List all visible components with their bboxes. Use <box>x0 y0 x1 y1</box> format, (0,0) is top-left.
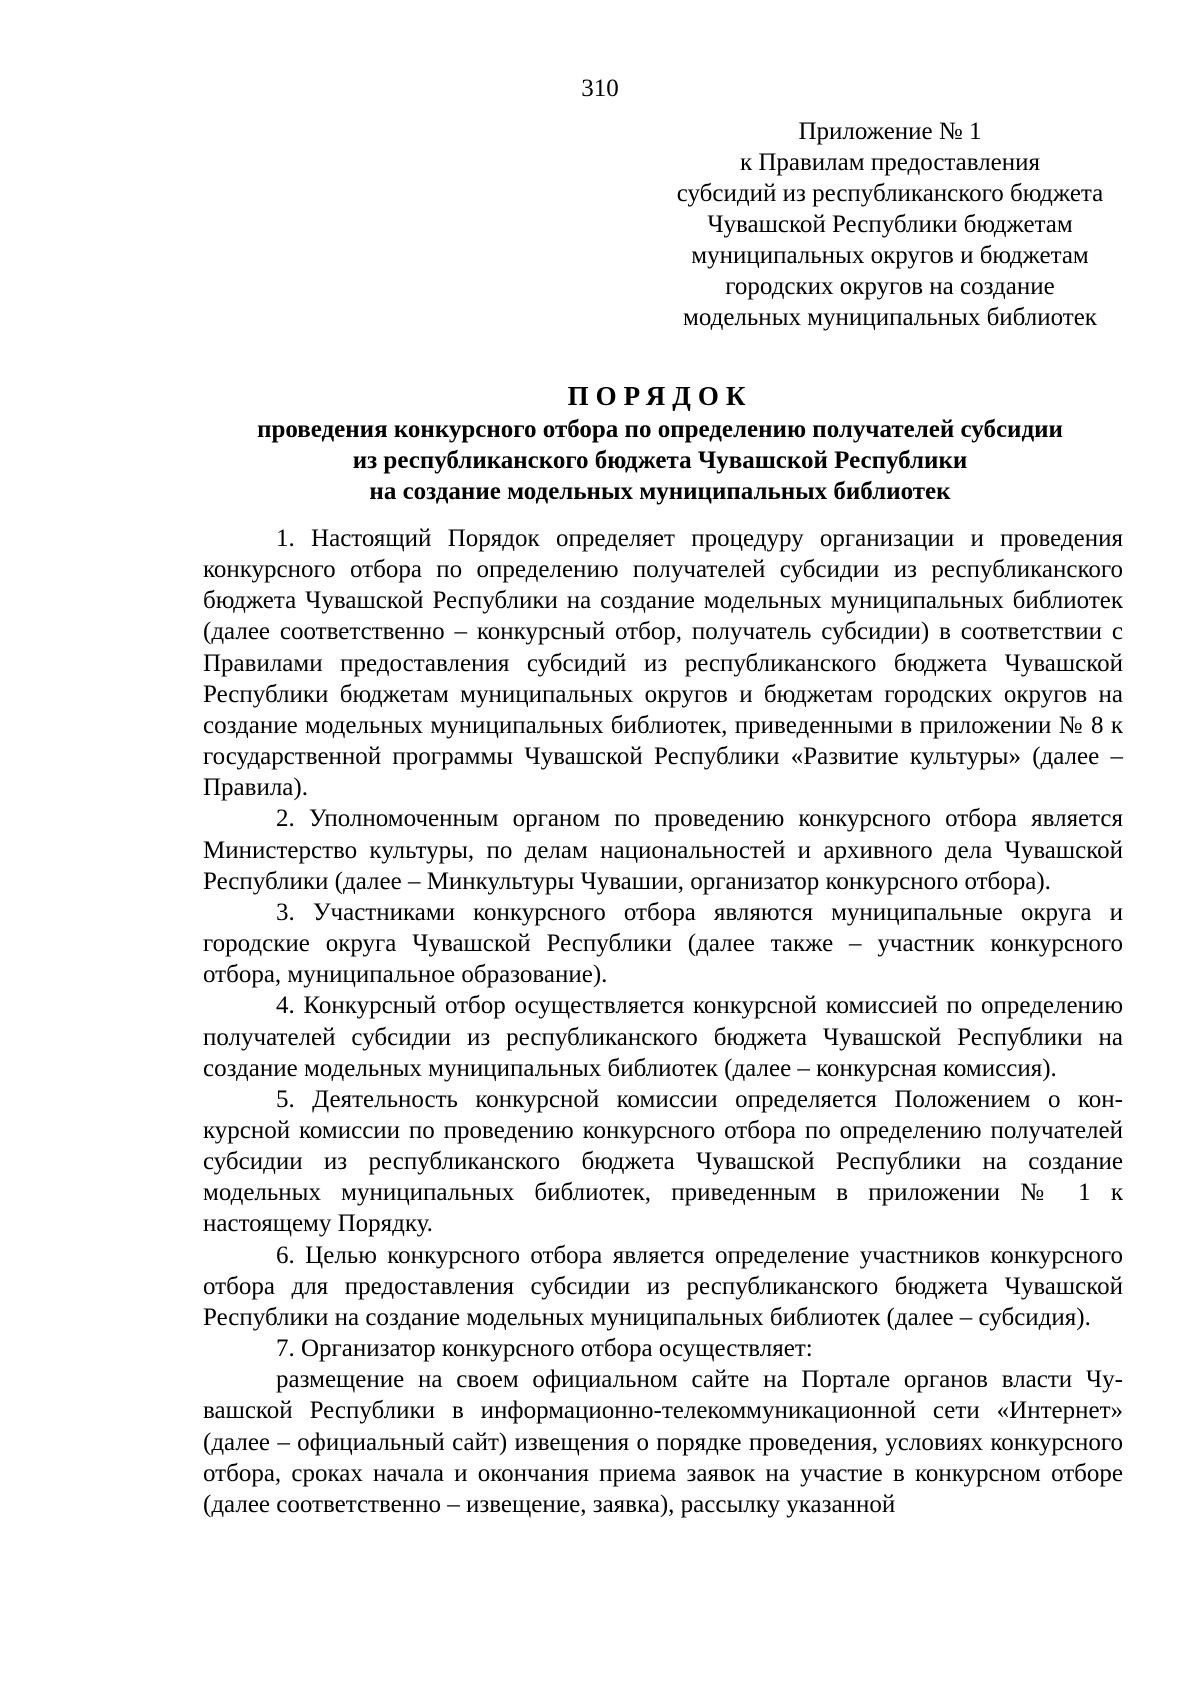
appendix-line: городских округов на создание <box>725 273 1055 300</box>
paragraph-4: 4. Конкурсный отбор осуществляется конкурсной комиссией по определению получателей субсидии из республиканского бюджета Чувашской Республики на создание модельных муниципальных библиотек (далее – конкурсная комиссия). <box>203 992 1123 1082</box>
appendix-line: муниципальных округов и бюджетам <box>691 242 1089 269</box>
document-subtitle <box>200 414 1120 507</box>
paragraph-6: 6. Целью конкурсного отбора является определение участников конкурсного отбора для предоставления субсидии из республиканского бюджета Чувашской Республики на создание модельных муниципальных библиотек (далее – субсидия). <box>203 1241 1123 1331</box>
appendix-line: субсидий из республиканского бюджета <box>676 180 1104 207</box>
paragraph-5: 5. Деятельность конкурсной комиссии определяется Положением о конкурсной комиссии по проведению конкурсного отбора по определению получателей субсидии из республиканского бюджета Чувашской Республики на создание модельных муниципальных библиотек, приведенным в приложении № 1 к настоящему Порядку. <box>203 1085 1123 1238</box>
paragraph-1: 1. Настоящий Порядок определяет процедуру организации и проведения конкурсного отбора по определению получателей субсидии из республиканского бюджета Чувашской Республики на создание модельных муниципальных библиотек (далее соответственно – конкурсный отбор, получатель субсидии) в соответствии с Правилами предоставления субсидий из республиканского бюджета Чувашской Республики бюджетам муниципальных округов и бюджетам городских округов на создание модельных муниципальных библиотек, приведенными в приложении № 8 к государственной программы Чувашской Республики «Развитие культуры» (далее – Правила). <box>203 525 1123 802</box>
document-body <box>203 523 1123 1520</box>
paragraph-2: 2. Уполномоченным органом по проведению конкурсного отбора является Министерство культуры, по делам национальностей и архивного дела Чувашской Республики (далее – Минкультуры Чувашии, организатор конкурсного отбора). <box>203 805 1123 895</box>
appendix-line: модельных муниципальных библиотек <box>683 304 1097 331</box>
appendix-line: Приложение № 1 <box>798 118 982 145</box>
page-number: 310 <box>581 75 619 102</box>
appendix-line: Чувашской Республики бюджетам <box>707 211 1073 238</box>
paragraph-3: 3. Участниками конкурсного отбора являются муниципальные округа и городские округа Чувашской Республики (далее также – участник конкурсного отбора, муниципальное образование). <box>203 898 1123 989</box>
appendix-line: к Правилам предоставления <box>739 149 1041 176</box>
document-title-block <box>200 380 1120 507</box>
paragraph-7: 7. Организатор конкурсного отбора осуществляет: <box>276 1335 813 1363</box>
subtitle-line: проведения конкурсного отбора по определению получателей субсидии <box>257 416 1063 443</box>
document-title: ПОРЯДОК <box>567 381 753 411</box>
subtitle-line: на создание модельных муниципальных библиотек <box>369 478 951 505</box>
subtitle-line: из республиканского бюджета Чувашской Республики <box>352 447 968 474</box>
appendix-header <box>640 116 1140 333</box>
paragraph-7-item: размещение на своем официальном сайте на Портале органов власти Чувашской Республики в информационно-телекоммуникационной сети «Интернет» (далее – официальный сайт) извещения о порядке проведения, условиях конкурсного отбора, сроках начала и окончания приема заявок на участие в конкурсном отборе (далее соответственно – извещение, заявка), рассылку указанной <box>203 1366 1123 1518</box>
